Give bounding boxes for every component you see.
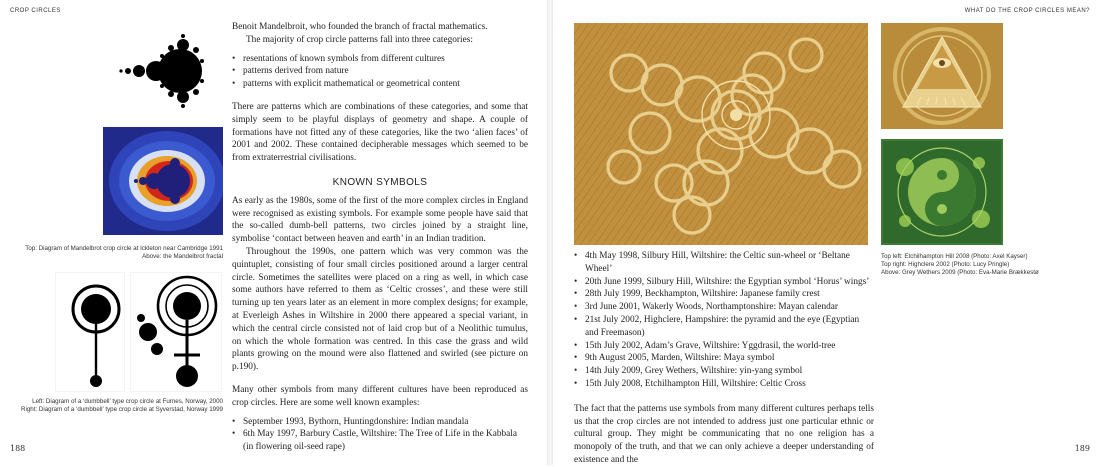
list-item: • September 1993, Bythorn, Huntingdonshire: Indian mandala (232, 416, 528, 429)
mandelbrot-caption (8, 245, 223, 261)
intro-line-2: The majority of crop circle patterns fall into three categories: (246, 34, 473, 45)
dumbbell-caption (8, 398, 223, 414)
list-item: • patterns with explicit mathematical or geometrical content (232, 78, 528, 91)
page-number-left: 188 (10, 444, 26, 453)
quintuplet-paragraph: Throughout the 1990s, one pattern which was very common was the quintuplet, consisting of four small circles positioned around a larger central circle. Sometimes the satellites were placed on a ring as well, in which case some authors have referred to them as ‘Celtic crosses’, and these were still turning up ten years later as an element in more complex designs; for example, at Everleigh Ashes in Wiltshire in 2000 there appeared a special variant, in which the central circle consisted not of laid crop but of a Neolithic tumulus, on which the whole formation was centred. In this case the grass and wild plants growing on the mound were also flattened and swirled (see picture on p.190). (232, 246, 528, 373)
other-symbols-paragraph: Many other symbols from many different cultures have been reproduced as crop circles. Here are some well known examples: (232, 384, 528, 408)
categories-list (232, 53, 528, 91)
list-item: • 6th May 1997, Barbury Castle, Wiltshire: The Tree of Life in the Kabbala (in flowering oil-seed rape) (232, 428, 528, 454)
section-heading: KNOWN SYMBOLS (332, 176, 428, 188)
list-item: • 15th July 2008, Etchilhampton Hill, Wiltshire: Celtic Cross (574, 378, 874, 391)
list-item: • resentations of known symbols from different cultures (232, 53, 528, 66)
left-body-text (232, 21, 528, 460)
mandelbrot-crop-circle-diagram (112, 23, 222, 123)
left-page (0, 0, 547, 465)
photo-caption-top-left: Top left: Etchilhampton Hill 2008 (Photo: Axel Kayser) (881, 253, 1028, 260)
list-item: • patterns derived from nature (232, 65, 528, 78)
list-item: • 9th August 2005, Marden, Wiltshire: Maya symbol (574, 352, 874, 365)
highclere-pyramid-photo (881, 23, 1003, 129)
list-item: • 20th June 1999, Silbury Hill, Wiltshire: the Egyptian symbol ‘Horus’ wings’ (574, 276, 874, 289)
conclusion-paragraph: The fact that the patterns use symbols from many different cultures perhaps tells us that the crop circles are not intended to address just one particular ethnic or cultural group. They might be communicating that no one religion has a monopoly of the truth, and that we can only achieve a deeper understanding of existence and the (574, 403, 874, 465)
etchilhampton-crop-circle-photo (574, 23, 868, 245)
mandelbrot-fractal-image (103, 127, 223, 235)
photo-caption-top-right: Top right: Highclere 2002 (Photo: Lucy Pringle) (881, 261, 1010, 269)
list-item: • 14th July 2009, Grey Wethers, Wiltshire: yin-yang symbol (574, 365, 874, 378)
photo-caption-above: Above: Grey Wethers 2009 (Photo: Eva-Marie Brækkestø (881, 269, 1039, 277)
page-number-right: 189 (1074, 444, 1090, 453)
examples-list-right (574, 250, 874, 391)
list-item: • 21st July 2002, Highclere, Hampshire: the pyramid and the eye (Egyptian and Freemason) (574, 314, 874, 340)
mandelbrot-caption-above: Above: the Mandelbrot fractal (142, 253, 223, 261)
dumbbell-caption-left: Left: Diagram of a ‘dumbbell’ type crop circle at Furnes, Norway, 2000 (32, 398, 223, 405)
running-header-right: WHAT DO THE CROP CIRCLES MEAN? (964, 8, 1090, 14)
dumbbell-diagram-syverstad (130, 272, 222, 392)
dumbbell-diagram-furnes (55, 272, 125, 392)
list-item: • 3rd June 2001, Wakerly Woods, Northamptonshire: Mayan calendar (574, 301, 874, 314)
intro-line-1: Benoit Mandelbroit, who founded the branch of fractal mathematics. (232, 22, 488, 32)
right-page (553, 0, 1100, 465)
right-body-text (574, 250, 874, 467)
early-symbols-paragraph: As early as the 1980s, some of the first of the more complex circles in England were recognised as existing symbols. For example some people have said that the so-called dumb-bell patterns, two circles joined by a straight line, symbolise ‘contact between heaven and earth’ in an Indian tradition. (232, 195, 528, 245)
mandelbrot-caption-top: Top: Diagram of Mandelbrot crop circle at Ickleton near Cambridge 1991 (25, 245, 223, 252)
combinations-paragraph: There are patterns which are combinations of these categories, and some that simply seem to be playful displays of geometry and shape. A couple of formations have not fitted any of these categories, like the two ‘alien faces’ of 2001 and 2002. These contained decipherable messages which seemed to be from extraterrestrial civilisations. (232, 101, 528, 164)
list-item: • 15th July 2002, Adam’s Grave, Wiltshire: Yggdrasil, the world-tree (574, 340, 874, 353)
examples-list-left (232, 416, 528, 454)
dumbbell-caption-right: Right: Diagram of a ‘dumbbell’ type crop circle at Syverstad, Norway 1999 (21, 406, 223, 414)
grey-wethers-yin-yang-photo (881, 139, 1003, 245)
running-header-left: CROP CIRCLES (10, 8, 61, 14)
photo-captions (881, 253, 1081, 278)
list-item: • 4th May 1998, Silbury Hill, Wiltshire: the Celtic sun-wheel or ‘Beltane Wheel’ (574, 250, 874, 276)
list-item: • 28th July 1999, Beckhampton, Wiltshire: Japanese family crest (574, 288, 874, 301)
